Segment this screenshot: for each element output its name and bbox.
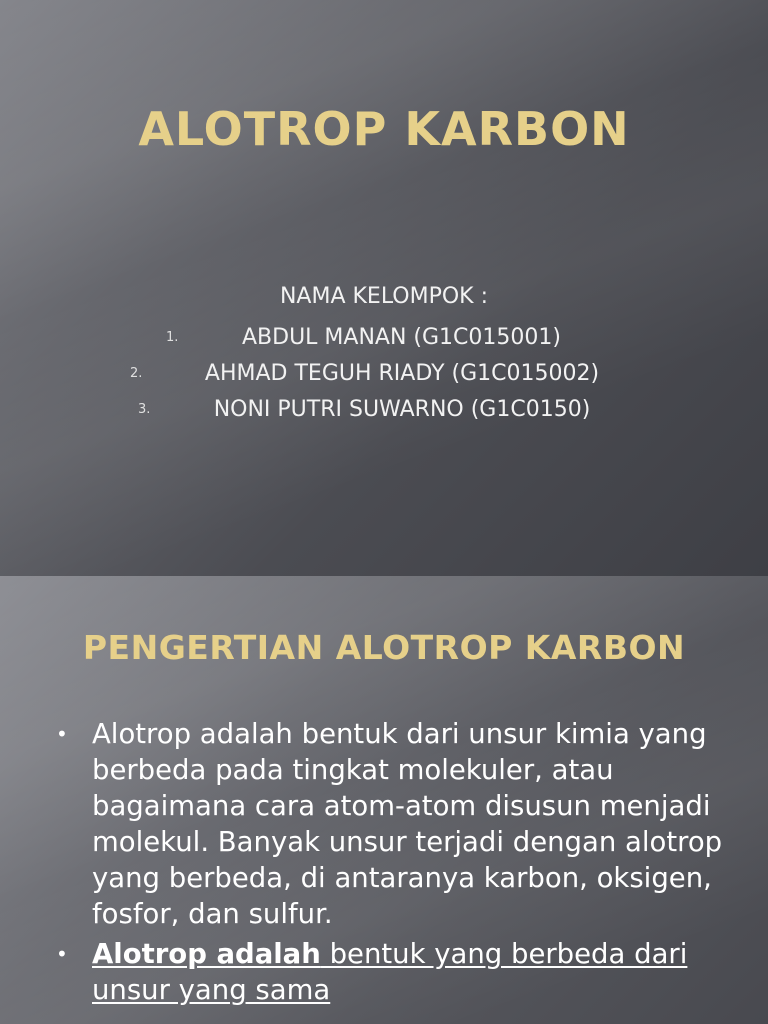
- bullet-text-underlined: [92, 938, 687, 1006]
- member-item: [0, 392, 768, 428]
- member-number: 2.: [130, 366, 143, 381]
- bullet-bold-text: Alotrop adalah: [92, 938, 321, 970]
- member-name: ABDUL MANAN (G1C015001): [242, 325, 561, 350]
- bullet-item: [56, 936, 736, 1008]
- slide-definition-heading: PENGERTIAN ALOTROP KARBON: [82, 628, 686, 667]
- member-name: AHMAD TEGUH RIADY (G1C015002): [204, 361, 600, 386]
- group-members: [0, 284, 768, 428]
- bullet-icon: •: [56, 722, 68, 746]
- member-item: [0, 356, 768, 392]
- group-heading: NAMA KELOMPOK :: [279, 284, 489, 309]
- slide-title-heading: ALOTROP KARBON: [138, 102, 630, 156]
- member-name: NONI PUTRI SUWARNO (G1C0150): [213, 397, 591, 422]
- bullet-list: [56, 716, 736, 1012]
- slide-definition: [0, 576, 768, 1024]
- bullet-item: [56, 716, 736, 932]
- member-item: [0, 320, 768, 356]
- member-number: 1.: [166, 330, 179, 345]
- bullet-icon: •: [56, 942, 68, 966]
- member-number: 3.: [138, 402, 151, 417]
- bullet-text: Alotrop adalah bentuk dari unsur kimia yang berbeda pada tingkat molekuler, atau bagaimana cara atom-atom disusun menjadi molekul. Banyak unsur terjadi dengan alotrop yang berbeda, di antaranya karbon, oksigen, fosfor, dan sulfur.: [92, 718, 723, 930]
- bullet-rest-text: bentuk yang berbeda dari unsur yang sama: [92, 938, 688, 1006]
